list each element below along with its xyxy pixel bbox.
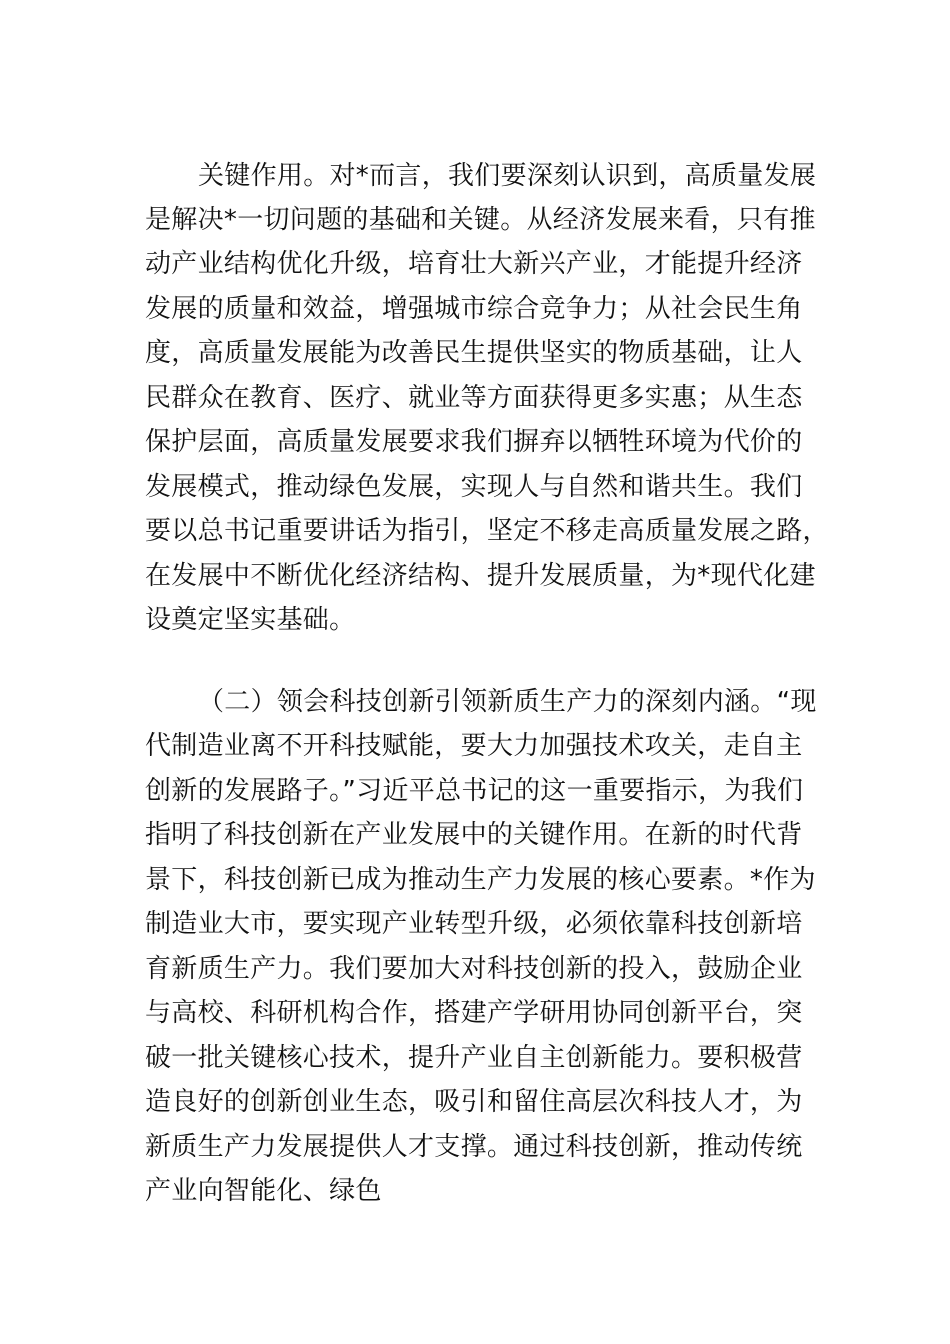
text-line: 破一批关键核心技术，提升产业自主创新能力。要积极营 [145,1043,803,1073]
text-line: 代制造业离不开科技赋能，要大力加强技术攻关，走自主 [145,731,803,761]
text-line: 产业向智能化、绿色 [145,1176,382,1206]
text-line: 保护层面，高质量发展要求我们摒弃以牺牲环境为代价的 [145,427,803,457]
text-line: 发展模式，推动绿色发展，实现人与自然和谐共生。我们 [145,472,803,502]
text-line: 景下，科技创新已成为推动生产力发展的核心要素。*作为 [145,865,816,895]
text-line: 设奠定坚实基础。 [145,605,356,635]
text-line: 指明了科技创新在产业发展中的关键作用。在新的时代背 [145,820,803,850]
text-line: 育新质生产力。我们要加大对科技创新的投入，鼓励企业 [145,954,803,984]
text-line: 创新的发展路子。”习近平总书记的这一重要指示，为我们 [145,776,804,806]
text-line: 制造业大市，要实现产业转型升级，必须依靠科技创新培 [145,909,803,939]
text-line: 造良好的创新创业生态，吸引和留住高层次科技人才，为 [145,1087,803,1117]
text-line: （二）领会科技创新引领新质生产力的深刻内涵。“现 [198,687,817,717]
text-line: 民群众在教育、医疗、就业等方面获得更多实惠；从生态 [145,383,803,413]
text-line: 在发展中不断优化经济结构、提升发展质量，为*现代化建 [145,561,816,591]
text-line: 要以总书记重要讲话为指引，坚定不移走高质量发展之路， [145,516,829,546]
text-line: 动产业结构优化升级，培育壮大新兴产业，才能提升经济 [145,249,803,279]
text-line: 新质生产力发展提供人才支撑。通过科技创新，推动传统 [145,1132,803,1162]
text-line: 与高校、科研机构合作，搭建产学研用协同创新平台，突 [145,998,803,1028]
text-line: 是解决*一切问题的基础和关键。从经济发展来看，只有推 [145,205,816,235]
text-line: 关键作用。对*而言，我们要深刻认识到，高质量发展 [198,161,817,191]
text-line: 度，高质量发展能为改善民生提供坚实的物质基础，让人 [145,338,803,368]
text-line: 发展的质量和效益，增强城市综合竞争力；从社会民生角 [145,294,803,324]
